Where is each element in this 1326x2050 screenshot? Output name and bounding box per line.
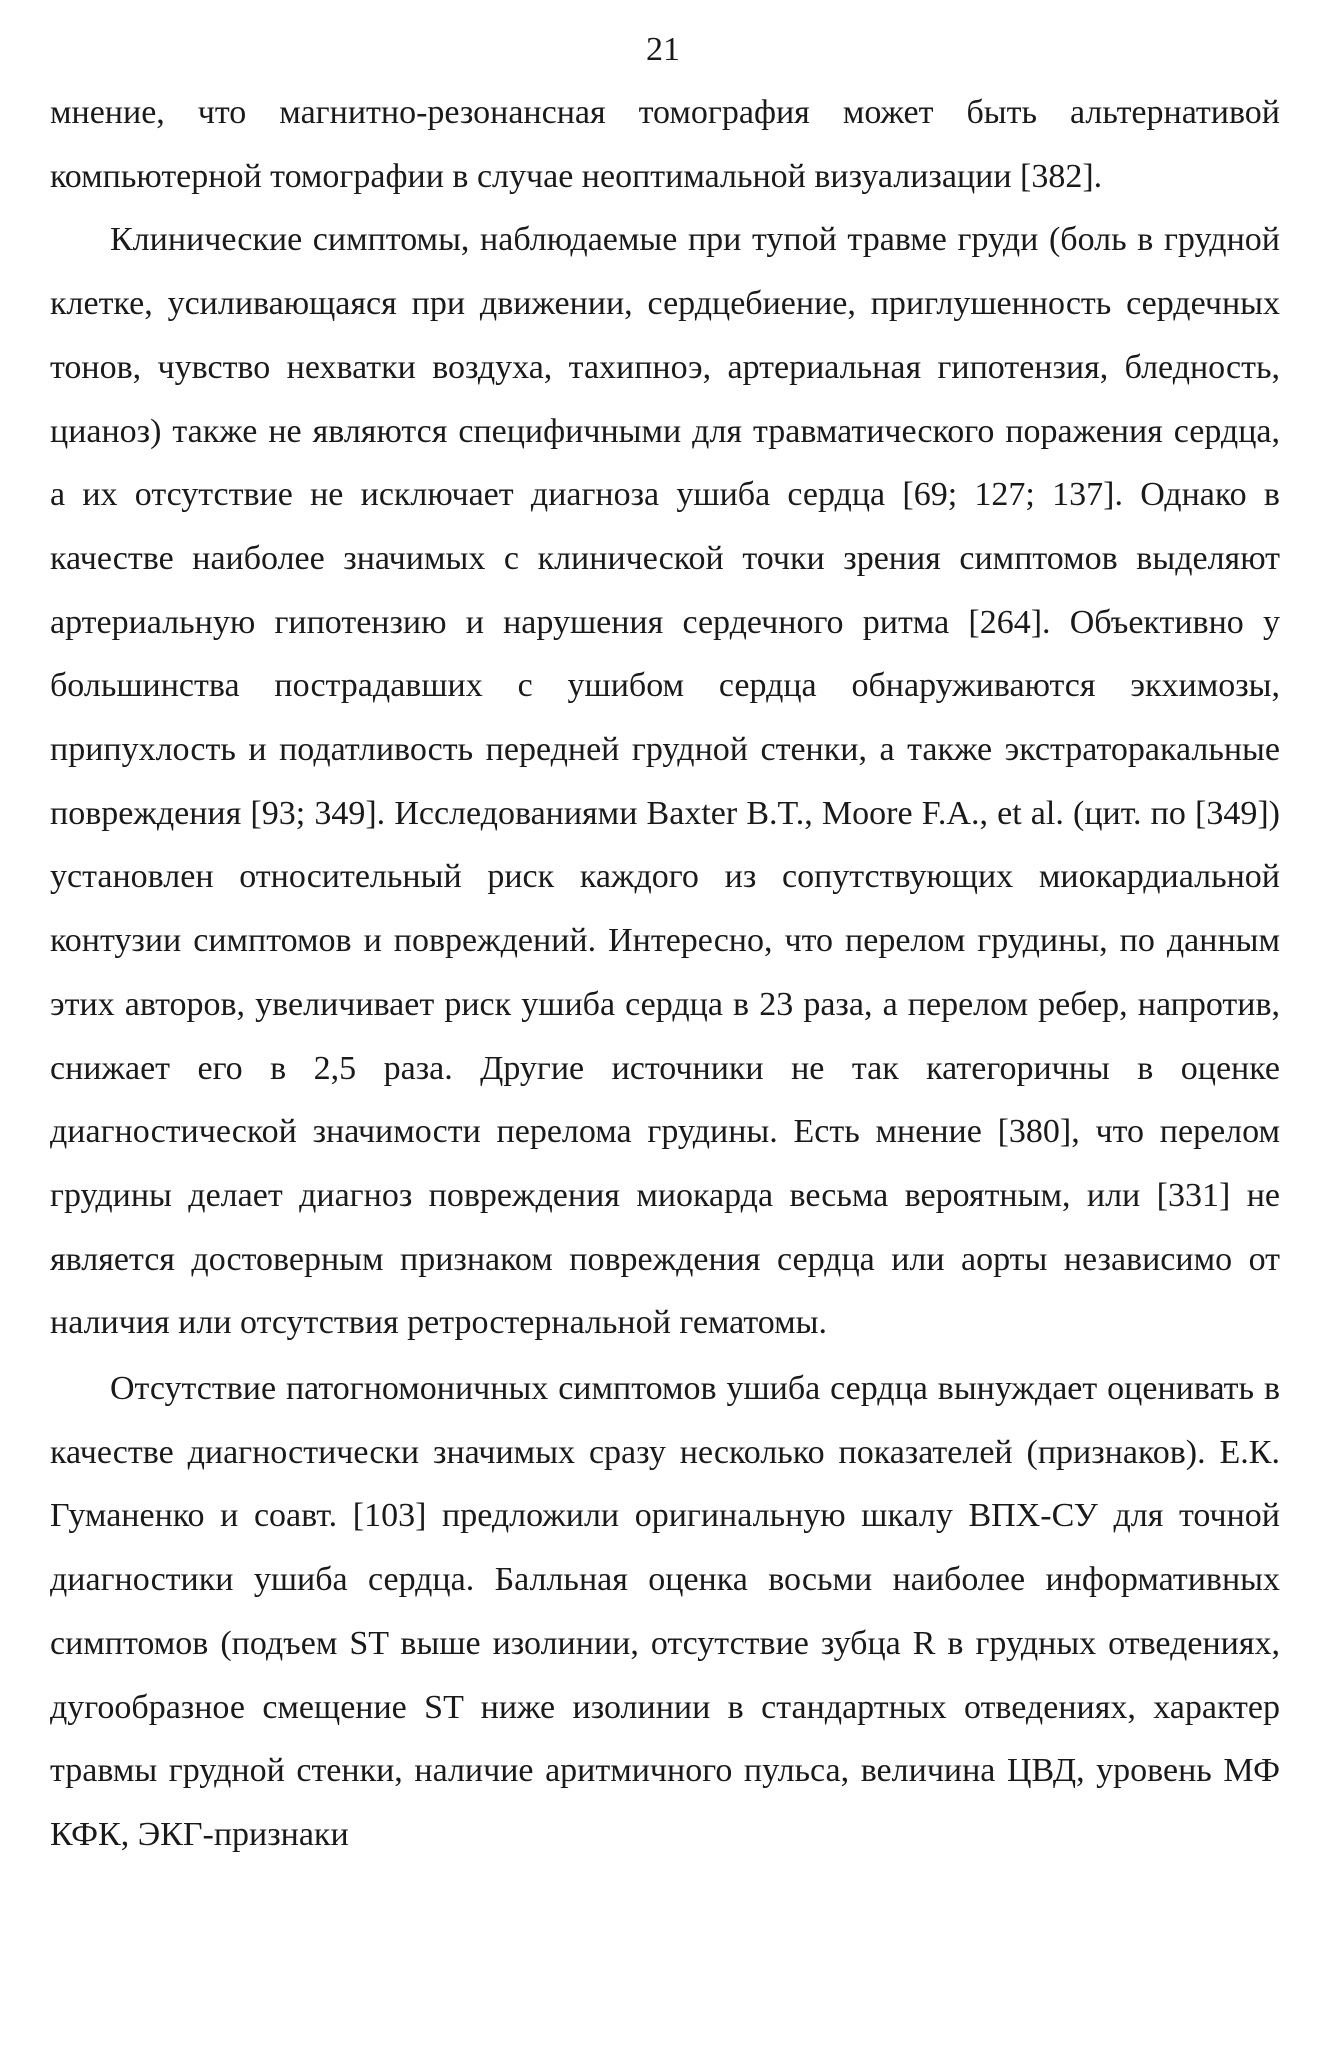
page-number: 21 xyxy=(646,31,680,68)
paragraph-clinical-symptoms: Клинические симптомы, наблюдаемые при тупой травме груди (боль в грудной клетке, усиливающаяся при движении, сердцебиение, приглушенность сердечных тонов, чувство нехватки воздуха, тахипноэ, артериальная гипотензия, бледность, цианоз) также не являются специфичными для травматического поражения сердца, а их отсутствие не исключает диагноза ушиба сердца [69; 127; 137]. Однако в качестве наиболее значимых с клинической точки зрения симптомов выделяют артериальную гипотензию и нарушения сердечного ритма [264]. Объективно у большинства пострадавших с ушибом сердца обнаруживаются экхимозы, припухлость и податливость передней грудной стенки, а также экстраторакальные повреждения [93; 349]. Исследованиями Baxter B.T., Moore F.A., et al. (цит. по [349]) установлен относительный риск каждого из сопутствующих миокардиальной контузии симптомов и повреждений. Интересно, что перелом грудины, по данным этих авторов, увеличивает риск ушиба сердца в 23 раза, а перелом ребер, напротив, снижает его в 2,5 раза. Другие источники не так категоричны в оценке диагностической значимости перелома грудины. Есть мнение [380], что перелом грудины делает диагноз повреждения миокарда весьма вероятным, или [331] не является достоверным признаком повреждения сердца или аорты независимо от наличия или отсутствия ретростернальной гематомы. xyxy=(50,221,1280,1342)
paragraph-diagnostic-scale: Отсутствие патогномоничных симптомов ушиба сердца вынуждает оценивать в качестве диагностически значимых сразу несколько показателей (признаков). Е.К. Гуманенко и соавт. [103] предложили оригинальную шкалу ВПХ-СУ для точной диагностики ушиба сердца. Балльная оценка восьми наиболее информативных симптомов (подъем ST выше изолинии, отсутствие зубца R в грудных отведениях, дугообразное смещение ST ниже изолинии в стандартных отведениях, характер травмы грудной стенки, наличие аритмичного пульса, величина ЦВД, уровень МФ КФК, ЭКГ-признаки xyxy=(50,1370,1280,1853)
paragraph-continuation: мнение, что магнитно-резонансная томография может быть альтернативой компьютерной томографии в случае неоптимальной визуализации [382]. xyxy=(50,94,1280,195)
document-body xyxy=(50,81,1280,1867)
